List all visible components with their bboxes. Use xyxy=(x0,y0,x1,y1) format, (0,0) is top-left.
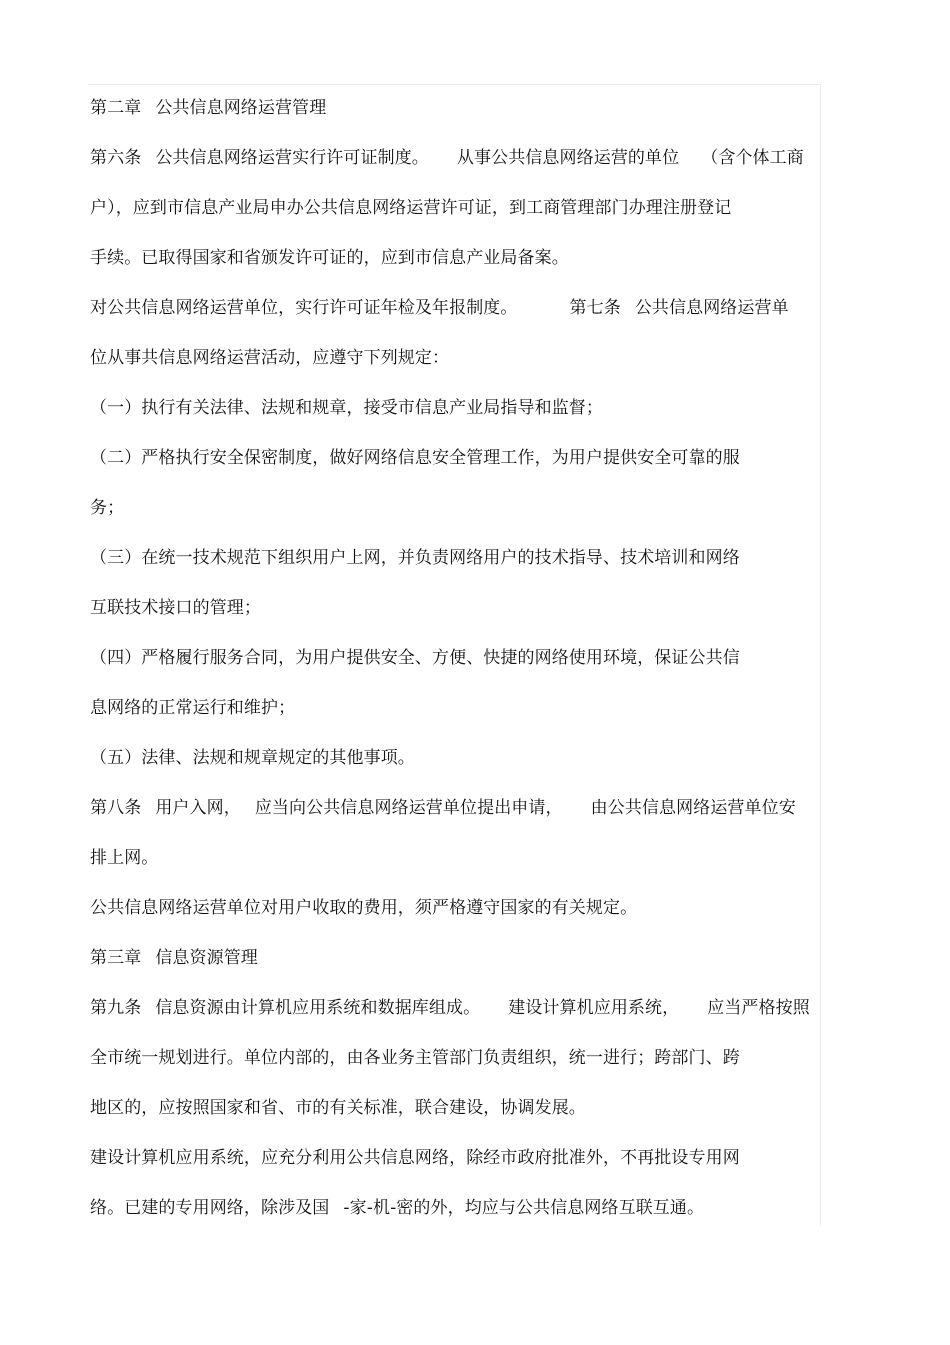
text-segment: 对公共信息网络运营单位，实行许可证年检及年报制度。 xyxy=(90,298,518,318)
chapter-heading xyxy=(90,92,820,142)
body-line xyxy=(90,192,820,242)
text-segment: 应当向公共信息网络运营单位提出申请， xyxy=(254,798,563,818)
body-line xyxy=(90,1042,820,1092)
text-segment: （五）法律、法规和规章规定的其他事项。 xyxy=(90,748,415,768)
text-segment: 信息资源由计算机应用系统和数据库组成。 xyxy=(155,998,481,1018)
article-number: 第七条 xyxy=(569,298,621,318)
list-item xyxy=(90,642,820,692)
text-segment: （二）严格执行安全保密制度，做好网络信息安全管理工作，为用户提供安全可靠的服 xyxy=(90,448,740,468)
text-segment: 络。已建的专用网络，除涉及国 xyxy=(90,1198,330,1218)
chapter-title: 公共信息网络运营管理 xyxy=(155,98,327,118)
list-item xyxy=(90,542,820,592)
list-item xyxy=(90,742,820,792)
body-line xyxy=(90,842,820,892)
text-segment: 从事公共信息网络运营的单位 xyxy=(456,148,680,168)
text-segment: 建设计算机应用系统，应充分利用公共信息网络，除经市政府批准外，不再批设专用网 xyxy=(90,1148,740,1168)
body-line xyxy=(90,292,820,342)
body-line xyxy=(90,492,820,542)
body-line xyxy=(90,892,820,942)
body-line xyxy=(90,1142,820,1192)
body-line xyxy=(90,242,820,292)
chapter-heading xyxy=(90,942,820,992)
body-line xyxy=(90,1092,820,1142)
text-segment: -家-机-密的外，均应与公共信息网络互联互通。 xyxy=(343,1198,705,1218)
text-segment: （三）在统一技术规范下组织用户上网，并负责网络用户的技术指导、技术培训和网络 xyxy=(90,548,740,568)
text-segment: 位从事共信息网络运营活动，应遵守下列规定： xyxy=(90,348,450,368)
article-number: 第九条 xyxy=(90,998,142,1018)
text-segment: 务； xyxy=(90,498,125,518)
text-segment: （四）严格履行服务合同，为用户提供安全、方便、快捷的网络使用环境，保证公共信 xyxy=(90,648,740,668)
body-line xyxy=(90,592,820,642)
article-number: 第六条 xyxy=(90,148,142,168)
chapter-number: 第二章 xyxy=(90,98,142,118)
list-item xyxy=(90,442,820,492)
text-segment: 手续。已取得国家和省颁发许可证的，应到市信息产业局备案。 xyxy=(90,248,569,268)
body-line xyxy=(90,342,820,392)
text-segment: 互联技术接口的管理； xyxy=(90,598,261,618)
article-line xyxy=(90,992,820,1042)
text-segment: 公共信息网络运营单 xyxy=(634,298,789,318)
document-body xyxy=(90,92,820,1242)
text-segment: 地区的，应按照国家和省、市的有关标准，联合建设，协调发展。 xyxy=(90,1098,586,1118)
body-line xyxy=(90,1192,820,1242)
text-segment: 应当严格按照 xyxy=(707,998,810,1018)
text-segment: 息网络的正常运行和维护； xyxy=(90,698,296,718)
body-line xyxy=(90,692,820,742)
article-line xyxy=(90,142,820,192)
article-number: 第八条 xyxy=(90,798,142,818)
text-segment: 建设计算机应用系统， xyxy=(508,998,680,1018)
chapter-title: 信息资源管理 xyxy=(155,948,258,968)
chapter-number: 第三章 xyxy=(90,948,142,968)
text-segment: （一）执行有关法律、法规和规章，接受市信息产业局指导和监督； xyxy=(90,398,603,418)
text-segment: 全市统一规划进行。单位内部的，由各业务主管部门负责组织，统一进行；跨部门、跨 xyxy=(90,1048,740,1068)
text-segment: 公共信息网络运营单位对用户收取的费用，须严格遵守国家的有关规定。 xyxy=(90,898,638,918)
text-segment: 公共信息网络运营实行许可证制度。 xyxy=(155,148,429,168)
text-segment: （含个体工商 xyxy=(701,148,804,168)
text-segment: 户），应到市信息产业局申办公共信息网络运营许可证，到工商管理部门办理注册登记 xyxy=(90,198,732,218)
text-segment: 由公共信息网络运营单位安 xyxy=(590,798,796,818)
text-segment: 排上网。 xyxy=(90,848,159,868)
list-item xyxy=(90,392,820,442)
article-line xyxy=(90,792,820,842)
text-segment: 用户入网， xyxy=(155,798,241,818)
